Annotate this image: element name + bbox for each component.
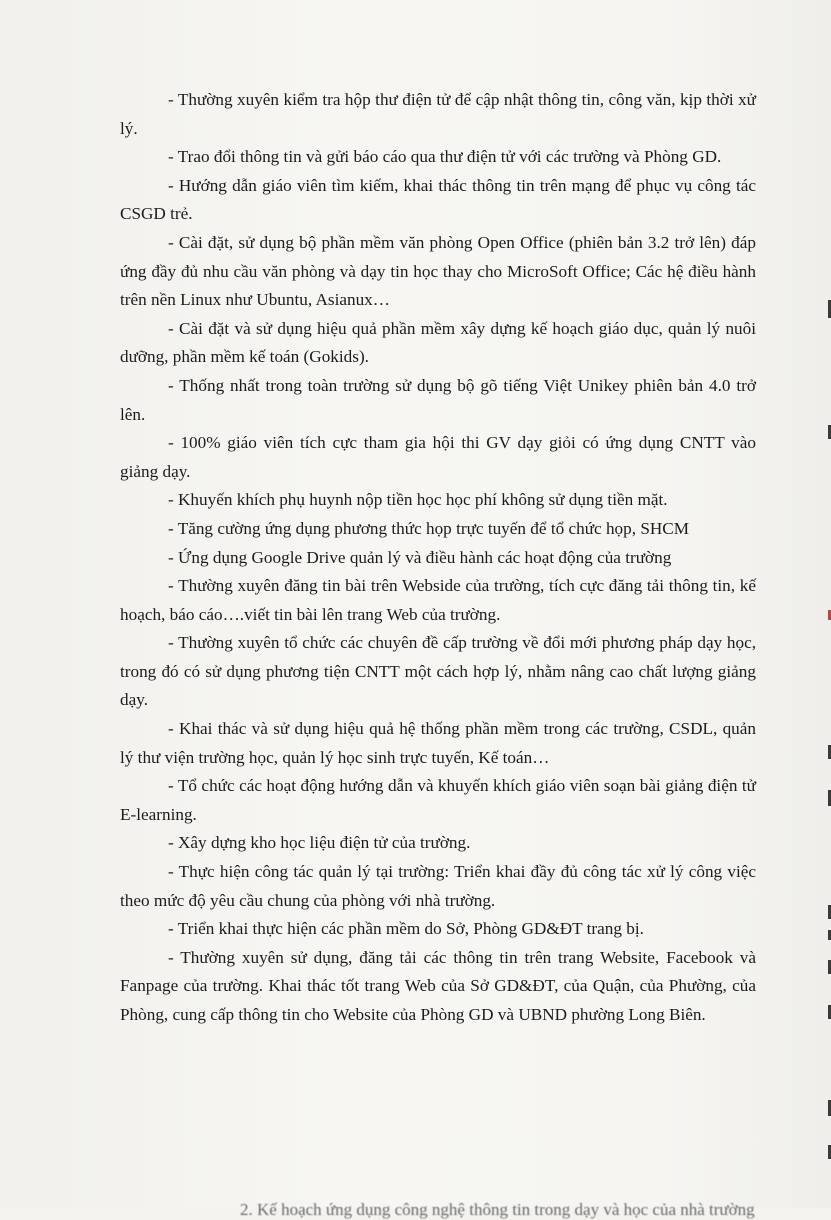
paragraph-3: - Hướng dẫn giáo viên tìm kiếm, khai thác thông tin trên mạng để phục vụ công tác CSGD trẻ. <box>120 175 756 224</box>
paragraph-5: - Cài đặt và sử dụng hiệu quả phần mềm xây dựng kế hoạch giáo dục, quản lý nuôi dưỡng, phần mềm kế toán (Gokids). <box>120 318 756 367</box>
paragraph-13: - Khai thác và sử dụng hiệu quả hệ thống phần mềm trong các trường, CSDL, quản lý thư viện trường học, quản lý học sinh trực tuyến, Kế toán… <box>120 719 756 767</box>
paragraph-17: - Triển khai thực hiện các phần mềm do Sở, Phòng GD&ĐT trang bị. <box>168 919 644 939</box>
paragraph-2: - Trao đổi thông tin và gửi báo cáo qua thư điện tử với các trường và Phòng GD. <box>168 147 722 167</box>
paragraph-14: - Tổ chức các hoạt động hướng dẫn và khuyến khích giáo viên soạn bài giảng điện tử E-learning. <box>120 776 756 824</box>
paragraph-18: - Thường xuyên sử dụng, đăng tải các thông tin trên trang Website, Facebook và Fanpage của trường. Khai thác tốt trang Web của Sở GD&ĐT, của Quận, của Phường, của Phòng, cung cấp thông tin cho Website của Phòng GD và UBND phường Long Biên. <box>120 947 756 1024</box>
document-body <box>120 86 756 1030</box>
paragraph-1: - Thường xuyên kiểm tra hộp thư điện tử để cập nhật thông tin, công văn, kịp thời xử lý. <box>120 90 756 138</box>
paragraph-16: - Thực hiện công tác quản lý tại trường: Triển khai đầy đủ công tác xử lý công việc theo mức độ yêu cầu chung của phòng với nhà trường. <box>120 862 756 910</box>
cut-off-next-line-text: 2. Kế hoạch ứng dụng công nghệ thông tin trong dạy và học của nhà trường <box>240 1200 755 1219</box>
paragraph-7: - 100% giáo viên tích cực tham gia hội thi GV dạy giỏi có ứng dụng CNTT vào giảng dạy. <box>120 433 756 481</box>
paragraph-12: - Thường xuyên tổ chức các chuyên đề cấp trường về đổi mới phương pháp dạy học, trong đó có sử dụng phương tiện CNTT một cách hợp lý, nhằm nâng cao chất lượng giảng dạy. <box>120 633 756 710</box>
paragraph-9: - Tăng cường ứng dụng phương thức họp trực tuyến để tổ chức họp, SHCM <box>168 518 690 538</box>
paragraph-4: - Cài đặt, sử dụng bộ phần mềm văn phòng Open Office (phiên bản 3.2 trở lên) đáp ứng đầy đủ nhu cầu văn phòng và dạy tin học thay cho MicroSoft Office; Các hệ điều hành trên nền Linux như Ubuntu, Asianux… <box>120 232 756 310</box>
paragraph-6: - Thống nhất trong toàn trường sử dụng bộ gõ tiếng Việt Unikey phiên bản 4.0 trở lên. <box>120 375 756 424</box>
paragraph-8: - Khuyến khích phụ huynh nộp tiền học học phí không sử dụng tiền mặt. <box>168 490 668 510</box>
paragraph-10: - Ứng dụng Google Drive quản lý và điều hành các hoạt động của trường <box>168 547 672 567</box>
paragraph-11: - Thường xuyên đăng tin bài trên Webside của trường, tích cực đăng tải thông tin, kế hoạch, báo cáo….viết tin bài lên trang Web của trường. <box>120 576 756 624</box>
paragraph-15: - Xây dựng kho học liệu điện tử của trường. <box>168 833 471 853</box>
cut-off-next-line <box>240 1192 800 1219</box>
